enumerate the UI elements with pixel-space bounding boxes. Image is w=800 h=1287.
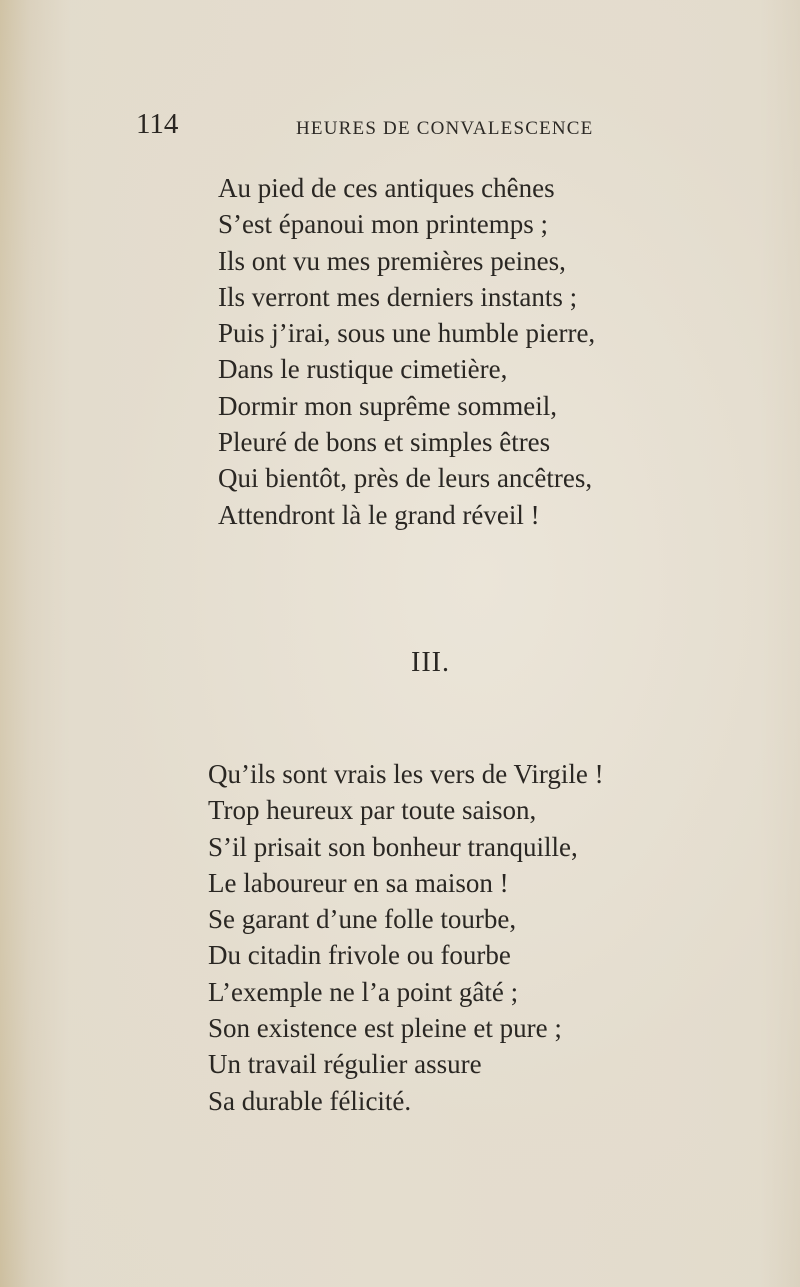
verse-line: Dormir mon suprême sommeil, — [218, 390, 557, 421]
verse-line: Trop heureux par toute saison, — [208, 795, 537, 826]
verse-line: L’exemple ne l’a point gâté ; — [208, 976, 519, 1007]
verse-line: Sa durable félicité. — [208, 1085, 412, 1116]
poem-stanza-1 — [218, 170, 595, 533]
poem-stanza-2 — [208, 756, 604, 1119]
verse-line: Au pied de ces antiques chênes — [218, 173, 555, 203]
section-number: III. — [411, 647, 450, 678]
verse-line: Qu’ils sont vrais les vers de Virgile ! — [208, 759, 604, 789]
verse-line: Du citadin frivole ou fourbe — [208, 940, 511, 971]
verse-line: Ils verront mes derniers instants ; — [218, 281, 578, 312]
verse-line: S’il prisait son bonheur tranquille, — [208, 831, 578, 862]
verse-line: Qui bientôt, près de leurs ancêtres, — [218, 463, 593, 494]
running-title: HEURES DE CONVALESCENCE — [296, 118, 594, 139]
verse-line: Ils ont vu mes premières peines, — [218, 245, 566, 276]
verse-line: S’est épanoui mon printemps ; — [218, 209, 548, 240]
verse-line: Un travail régulier assure — [208, 1049, 482, 1080]
verse-line: Son existence est pleine et pure ; — [208, 1013, 562, 1044]
verse-line: Attendront là le grand réveil ! — [218, 499, 540, 530]
verse-line: Se garant d’une folle tourbe, — [208, 904, 517, 935]
running-head — [0, 108, 800, 144]
verse-line: Dans le rustique cimetière, — [218, 354, 508, 385]
verse-line: Le laboureur en sa maison ! — [208, 867, 509, 898]
page-number: 114 — [136, 108, 179, 140]
verse-line: Puis j’irai, sous une humble pierre, — [218, 318, 596, 349]
verse-line: Pleuré de bons et simples êtres — [218, 427, 551, 458]
